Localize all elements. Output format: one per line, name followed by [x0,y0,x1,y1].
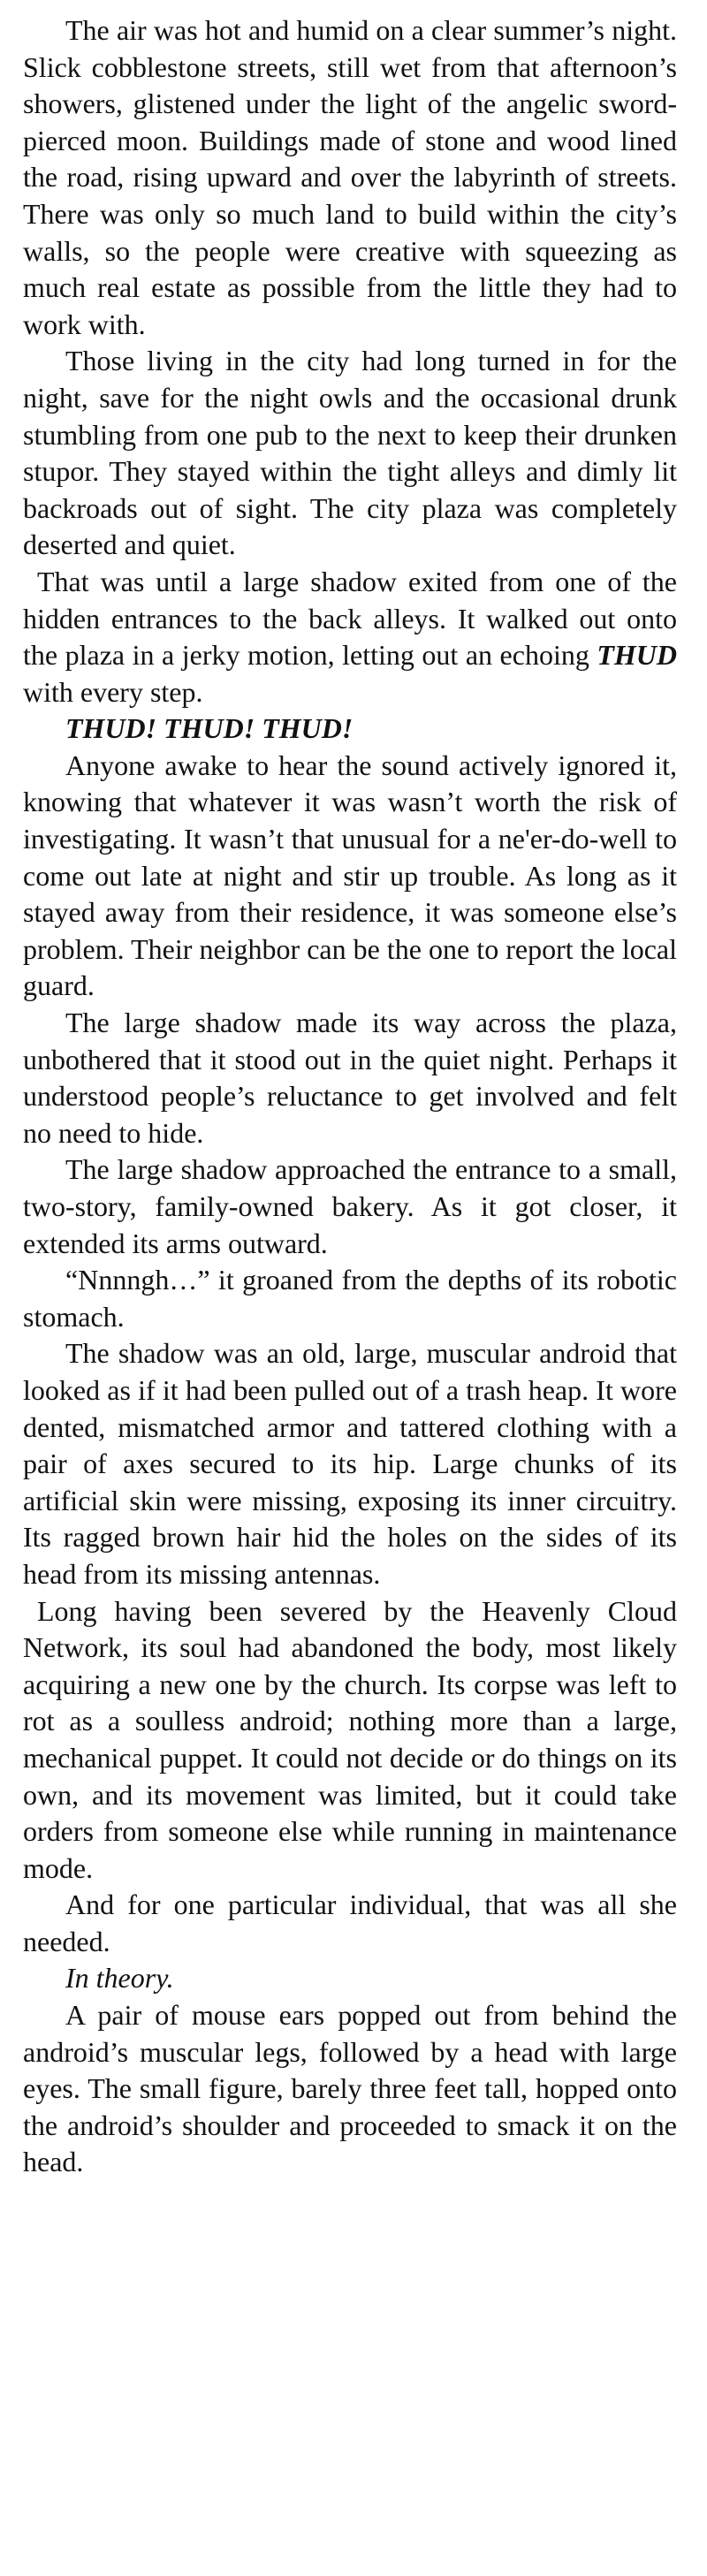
paragraph-5: Anyone awake to hear the sound actively ignored it, knowing that whatever it was wasn’t worth the risk of investigating. It wasn’t that unusual for a ne'er-do-well to come out late at night and stir up trouble. As long as it stayed away from their residence, it was someone else’s problem. Their neighbor can be the one to report the local guard. [23,748,677,1002]
paragraph-in-theory: In theory. [65,1962,174,1995]
paragraph-thud-line: THUD! THUD! THUD! [65,712,354,745]
paragraph-9: The shadow was an old, large, muscular android that looked as if it had been pulled out of a trash heap. It wore dented, mismatched armor and tattered clothing with a pair of axes secured to its hip. Large chunks of its artificial skin were missing, exposing its inner circuitry. Its ragged brown hair hid the holes on the sides of its head from its missing antennas. [23,1337,677,1590]
paragraph-11: And for one particular individual, that was all she needed. [23,1888,677,1957]
paragraph-1: The air was hot and humid on a clear summer’s night. Slick cobblestone streets, still wet from that afternoon’s showers, glistened under the light of the angelic sword-pierced moon. Buildings made of stone and wood lined the road, rising upward and over the labyrinth of streets. There was only so much land to build within the city’s walls, so the people were creative with squeezing as much real estate as possible from the little they had to work with. [23,14,677,340]
paragraph-3-text-after: with every step. [23,675,203,708]
paragraph-6: The large shadow made its way across the plaza, unbothered that it stood out in the quiet night. Perhaps it understood people’s reluctance to get involved and felt no need to hide. [23,1007,677,1149]
paragraph-13: A pair of mouse ears popped out from behind the android’s muscular legs, followed by a head with large eyes. The small figure, barely three feet tall, hopped onto the android’s shoulder and proceeded to smack it on the head. [23,1999,677,2178]
paragraph-8-dialogue: “Nnnngh…” it groaned from the depths of its robotic stomach. [23,1264,677,1333]
paragraph-2: Those living in the city had long turned in for the night, save for the night owls and the occasional drunk stumbling from one pub to the next to keep their drunken stupor. They stayed within the tight alleys and dimly lit backroads out of sight. The city plaza was completely deserted and quiet. [23,345,677,561]
paragraph-3 [23,564,677,710]
paragraph-10: Long having been severed by the Heavenly Cloud Network, its soul had abandoned the body, most likely acquiring a new one by the church. Its corpse was left to rot as a soulless android; nothing more than a large, mechanical puppet. It could not decide or do things on its own, and its movement was limited, but it could take orders from someone else while running in maintenance mode. [23,1594,677,1884]
paragraph-3-text-before: That was until a large shadow exited from one of the hidden entrances to the back alleys. It walked out onto the plaza in a jerky motion, letting out an echoing [23,565,677,672]
thud-emphasis: THUD [597,639,677,672]
paragraph-7: The large shadow approached the entrance to a small, two-story, family-owned bakery. As it got closer, it extended its arms outward. [23,1153,677,1259]
